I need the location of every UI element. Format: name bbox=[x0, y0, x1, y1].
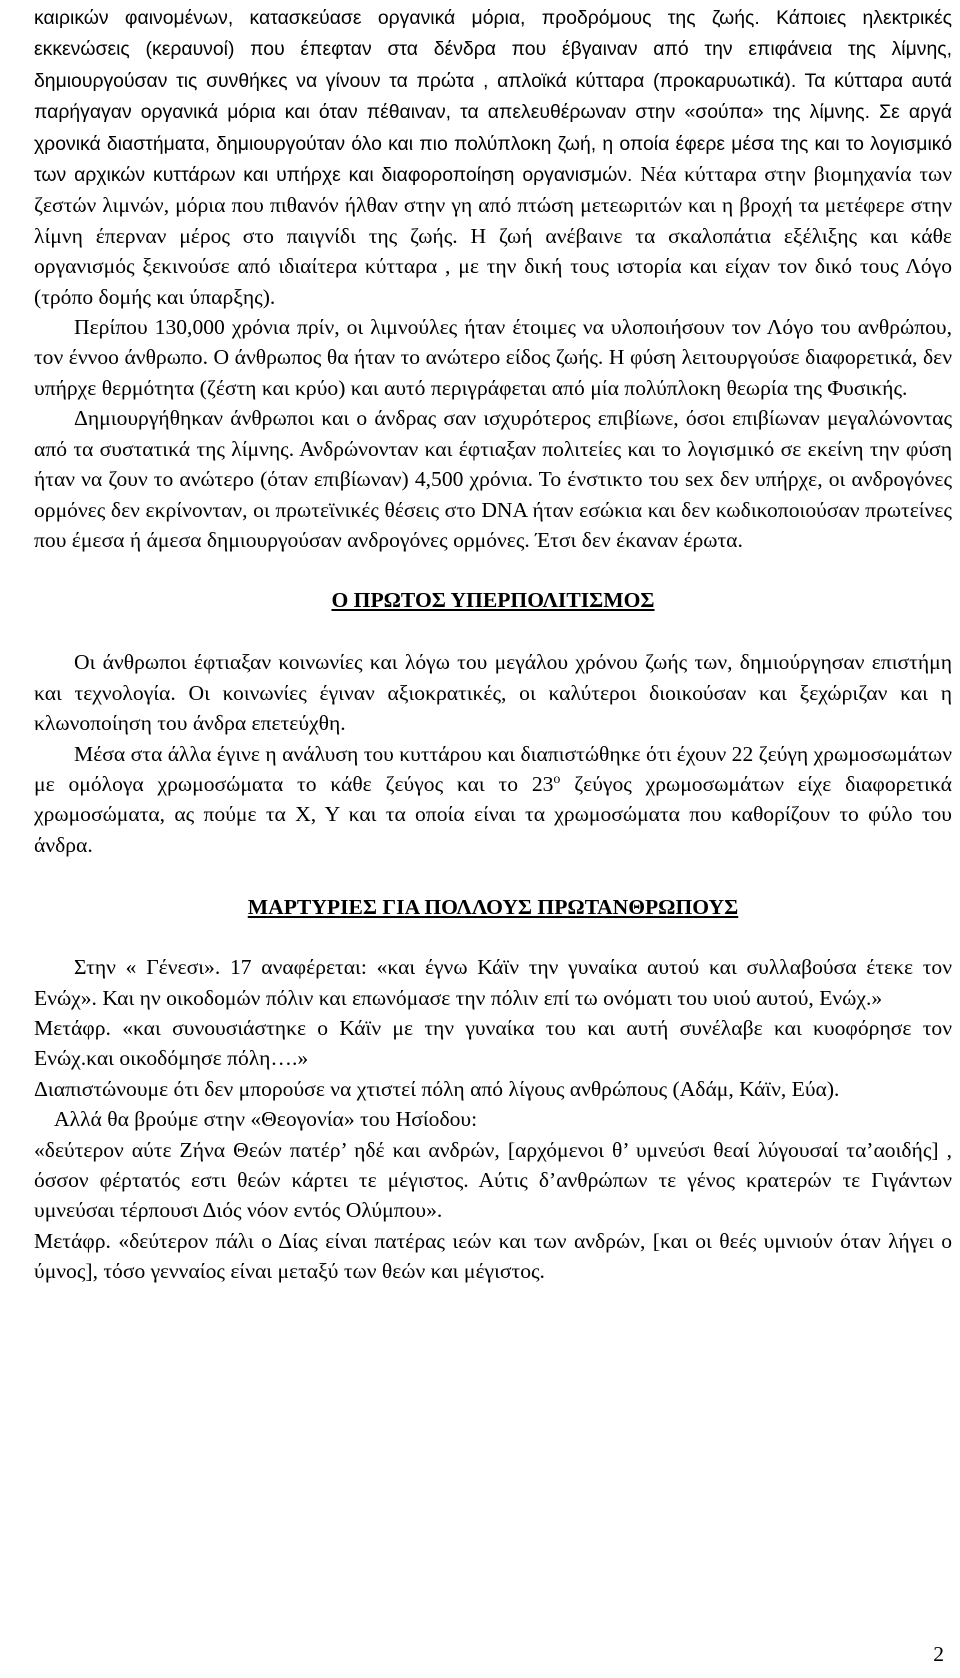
intro-paragraph-1-serif-text: Νέα κύτταρα στην βιομηχανία των ζεστών λιμνών, μόρια που πιθανόν ήλθαν στην γη από πτώση μετεωριτών και η βροχή τα μετέφερε στην λίμνη έπερναν μέρος στο παιγνίδι της ζωής. Η ζωή ανέβαινε τα σκαλοπάτια εξέλιξης και κάθε οργανισμός ξεκινούσε από ιδιαίτερα κύτταρα , με την δική τους ιστορία και είχαν τον δικό τους Λόγο (τρόπο δομής και ύπαρξης). bbox=[34, 162, 952, 309]
intro-paragraph-1-sans-text: καιρικών φαινομένων, κατασκεύασε οργανικά μόρια, προδρόμους της ζωής. Κάποιες ηλεκτρικές εκκενώσεις (κεραυνοί) που έπεφταν στα δένδρα που έβγαιναν από την επιφάνεια της λίμνης, δημιουργούσαν τις συνθήκες να γίνουν τα πρώτα , απλοϊκά κύτταρα (προκαρυωτικά). Τα κύτταρα αυτά παρήγαγαν οργανικά μόρια και όταν πέθαιναν, τα απελευθέρωναν στην «σούπα» της λίμνης. Σε αργά χρονικά διαστήματα, δημιουργούταν όλο και πιο πολύπλοκη ζωή, η οποία έφερε μέσα της και το λογισμικό των αρχικών κυττάρων και υπήρχε και διαφοροποίηση οργανισμών. bbox=[34, 7, 952, 187]
section2-paragraph-quote: «δεύτερον αύτε Ζήνα Θεών πατέρ’ ηδέ και ανδρών, [αρχόμενοι θ’ υμνεύσι θεαί λύγουσαί τα’αοιδής] , όσσον φέρτατός εστι θεών κάρτει τε μέγιστος. Αύτις δ’ανθρώπων τε γένος κρατερών τε Γιγάντων υμνεύσαι τέρπουσι Διός νόον εντός Ολύμπου». bbox=[34, 1137, 952, 1223]
page-number: 2 bbox=[933, 1642, 944, 1666]
intro-paragraph-1 bbox=[34, 2, 952, 312]
intro-paragraph-3: Δημιουργήθηκαν άνθρωποι και ο άνδρας σαν ισχυρότερος επιβίωνε, όσοι επιβίωναν μεγαλώνοντας από τα συστατικά της λίμνης. Ανδρώνονταν και έφτιαξαν πολιτείες και το λογισμικό σε εκείνη την φύση ήταν να ζουν το ανώτερο (όταν επιβίωναν) 4,500 χρόνια. Το ένστικτο του sex δεν υπήρχε, οι ανδρογόνες ορμόνες δεν εκρίνονταν, οι πρωτεϊνικές θέσεις στο DNA ήταν εσώκια και δεν κωδικοποιούσαν πρωτείνες που έμεσα ή άμεσα δημιουργούσαν ανδρογόνες ορμόνες. Έτσι δεν έκαναν έρωτα. bbox=[34, 406, 952, 552]
section2-paragraph-genesis: Στην « Γένεσι». 17 αναφέρεται: «και έγνω Κάϊν την γυναίκα αυτού και συλλαβούσα έτεκε τον Ενώχ». Και ην οικοδομών πόλιν και επωνόμασε την πόλιν επί τω ονόματι του υιού αυτού, Ενώχ.» bbox=[34, 955, 952, 1010]
section2-paragraph-translation-1: Μετάφρ. «και συνουσιάστηκε ο Κάϊν με την γυναίκα του και αυτή συνέλαβε και κυοφόρησε τον Ενώχ.και οικοδόμησε πόλη….» bbox=[34, 1015, 952, 1071]
section1-paragraph-1: Οι άνθρωποι έφτιαξαν κοινωνίες και λόγω του μεγάλου χρόνου ζωής των, δημιούργησαν επιστήμη και τεχνολογία. Οι κοινωνίες έγιναν αξιοκρατικές, οι καλύτεροι διοικούσαν και ξεχώριζαν και η κλωνοποίηση του άνδρα επετεύχθη. bbox=[34, 650, 952, 736]
section-heading-testimonies: ΜΑΡΤΥΡΙΕΣ ΓΙΑ ΠΟΛΛΟΥΣ ΠΡΩΤΑΝΘΡΩΠΟΥΣ bbox=[247, 895, 739, 920]
superscript-ordinal: ο bbox=[553, 771, 561, 787]
document-page bbox=[34, 2, 952, 1287]
section2-paragraph-observation: Διαπιστώνουμε ότι δεν μπορούσε να χτιστεί πόλη από λίγους ανθρώπους (Αδάμ, Κάϊν, Εύα). bbox=[34, 1076, 840, 1101]
intro-paragraph-2: Περίπου 130,000 χρόνια πρίν, οι λιμνούλες ήταν έτοιμες να υλοποιήσουν τον Λόγο του ανθρώπου, τον έννοο άνθρωπο. Ο άνθρωπος θα ήταν το ανώτερο είδος ζωής. Η φύση λειτουργούσε διαφορετικά, δεν υπήρχε θερμότητα (ζέστη και κρύο) και αυτό περιγράφεται από μία πολύπλοκη θεωρία της Φυσικής. bbox=[34, 315, 952, 400]
section1-paragraph-2-text-b: ζεύγος χρωμοσωμάτων είχε διαφορετικά χρωμοσώματα, ας πούμε τα Χ, Υ και τα οποία είναι τα χρωμοσώματα που καθορίζουν το φύλο του άνδρα. bbox=[34, 771, 952, 857]
section1-paragraph-2-text-a: Μέσα στα άλλα έγινε η ανάλυση του κυττάρου και διαπιστώθηκε ότι έχουν 22 ζεύγη χρωμοσωμάτων με ομόλογα χρωμοσώματα το κάθε ζεύγος και το 23 bbox=[34, 741, 952, 796]
section1-paragraph-2 bbox=[34, 739, 952, 861]
section2-paragraph-translation-2: Μετάφρ. «δεύτερον πάλι ο Δίας είναι πατέρας ιεών και των ανδρών, [και οι θεές υμνιούν όταν λήγει ο ύμνος], τόσο γενναίος είναι μεταξύ των θεών και μέγιστος. bbox=[34, 1228, 952, 1284]
section-heading-first-hypercivilization: Ο ΠΡΩΤΟΣ ΥΠΕΡΠΟΛΙΤΙΣΜΟΣ bbox=[331, 588, 655, 613]
section2-paragraph-theogony-intro: Αλλά θα βρούμε στην «Θεογονία» του Ησίοδου: bbox=[54, 1107, 478, 1132]
